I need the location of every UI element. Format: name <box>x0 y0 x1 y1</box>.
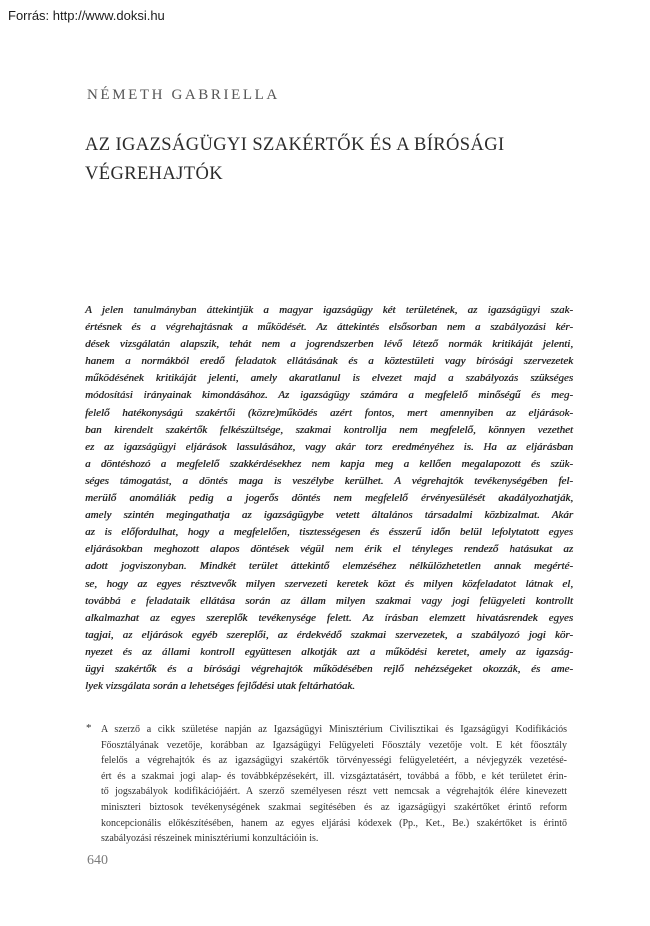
text-line: dések vizsgálatán alapszik, tehát nem a jogrendszerben lévő létező normák kritikáját jelenti, <box>85 338 573 351</box>
text-line: nyezet és az állami kontroll együttesen alkotják azt a működési keretet, amely az igazság- <box>85 645 573 658</box>
text-line: értésnek és a végrehajtásnak a működését. Az áttekintés elsősorban nem a szabályozási kér- <box>85 321 573 334</box>
text-line: a döntéshozó a megfelelő szakkérdésekhez nem kapja meg a kellően megalapozott és szük- <box>85 457 573 470</box>
text-line: az is előfordulhat, hogy a megfelelően, tisztességesen és ésszerű időn belül lefolytatott egyes <box>85 526 573 539</box>
page-number: 640 <box>87 853 108 868</box>
text-line: VÉGREHAJTÓK <box>85 164 224 184</box>
article-title <box>85 131 505 189</box>
text-line: miniszteri biztosok tevékenységének szakmai segítésében és az igazságügyi szakértőket érintő reform <box>101 801 567 813</box>
text-line: koncepcionális előkészítésében, hanem az egyes eljárási kódexek (Pp., Ket., Be.) szakértőket is érintő <box>101 817 567 829</box>
text-line: eljárásokban meghozott alapos döntések végül nem érik el tényleges rendező hatásukat az <box>85 543 573 556</box>
text-line: séges támogatást, a döntés maga is veszélybe kerülhet. A végrehajtók tevékenységében fel- <box>85 474 573 487</box>
footnote-marker: * <box>86 722 92 734</box>
text-line: felelős a végrehajtók és az igazságügyi szakértők törvényességi felügyeletéért, a névjegyzék vezetésé- <box>101 755 567 767</box>
text-line: ügyi szakértők és a bírósági végrehajtók működésében rejlő nehézségeket okozzák, és ame- <box>85 662 573 675</box>
text-line: hanem a normákból eredő feladatok ellátásának és a köztestületi vagy bírósági szervezetek <box>85 355 573 368</box>
text-line: amely szintén megingathatja az igazságügybe vetett általános társadalmi közbizalmat. Akár <box>85 509 573 522</box>
text-line: se, hogy az egyes résztvevők milyen szervezeti keretek közt és milyen közfeladatot látnak el, <box>85 577 573 590</box>
text-line: tő jogszabályok kodifikációjáért. A szerző személyesen részt vett nemcsak a végrehajtók élére kinevezett <box>101 786 567 798</box>
text-line: felelő hatékonyságú szakértői (közre)működés azért fontos, mert amennyiben az eljárások- <box>85 406 573 419</box>
footnote-text <box>101 722 567 847</box>
source-url-line: Forrás: http://www.doksi.hu <box>8 8 165 23</box>
text-line: ban kirendelt szakértők felkészültsége, szakmai kontrollja nem megfelelő, könnyen vezethet <box>85 423 573 436</box>
text-line: szabályozási részeinek minisztériumi konzultációin is. <box>101 833 319 845</box>
text-line: alkalmazhat az egyes szereplők tevékenysége felett. Az írásban elemzett hivatásrendek egyes <box>85 611 573 624</box>
text-line: módosítási irányainak kimondásához. Az igazságügy számára a megfelelő minőségű és meg- <box>85 389 573 402</box>
abstract-paragraph <box>85 302 573 695</box>
text-line: AZ IGAZSÁGÜGYI SZAKÉRTŐK ÉS A BÍRÓSÁGI <box>85 135 505 155</box>
text-line: ért és a szakmai jogi alap- és továbbképzésekért, ill. vizsgáztatásért, továbbá a főbb, e két területet érin- <box>101 770 567 782</box>
text-line: A szerző a cikk születése napján az Igazságügyi Minisztérium Civilisztikai és Igazságügyi Kodifikációs <box>101 724 567 735</box>
text-line: lyek vizsgálata során a lehetséges fejlődési utak feltárhatóak. <box>85 680 355 693</box>
author-name: NÉMETH GABRIELLA <box>87 87 280 103</box>
text-line: ez az igazságügyi eljárások lassulásához, vagy akár torz eredményéhez is. Ha az eljárásban <box>85 440 573 453</box>
text-line: merülő anomáliák pedig a jogerős döntés nem megfelelő érvényesülését akadályozhatják, <box>85 492 573 505</box>
text-line: A jelen tanulmányban áttekintjük a magyar igazságügy két területének, az igazságügyi szak- <box>85 304 573 316</box>
text-line: továbbá e feladataik ellátása során az állam milyen szakmai vagy jogi felügyeleti kontrollt <box>85 594 573 607</box>
text-line: tagjai, az eljárások egyéb szereplői, az érdekvédő szakmai szervezetek, a szabályozó jogi kör- <box>85 628 573 641</box>
text-line: Főosztályának vezetője, korábban az Igazságügyi Felügyeleti Főosztály vezetője volt. E két főosztály <box>101 739 567 751</box>
text-line: adott jogviszonyban. Mindkét terület áttekintő elemzéséhez nélkülözhetetlen annak megérté- <box>85 560 573 573</box>
text-line: működésének kritikáját jelenti, amely akaratlanul is elvezet majd a szabályozás szükséges <box>85 372 573 385</box>
